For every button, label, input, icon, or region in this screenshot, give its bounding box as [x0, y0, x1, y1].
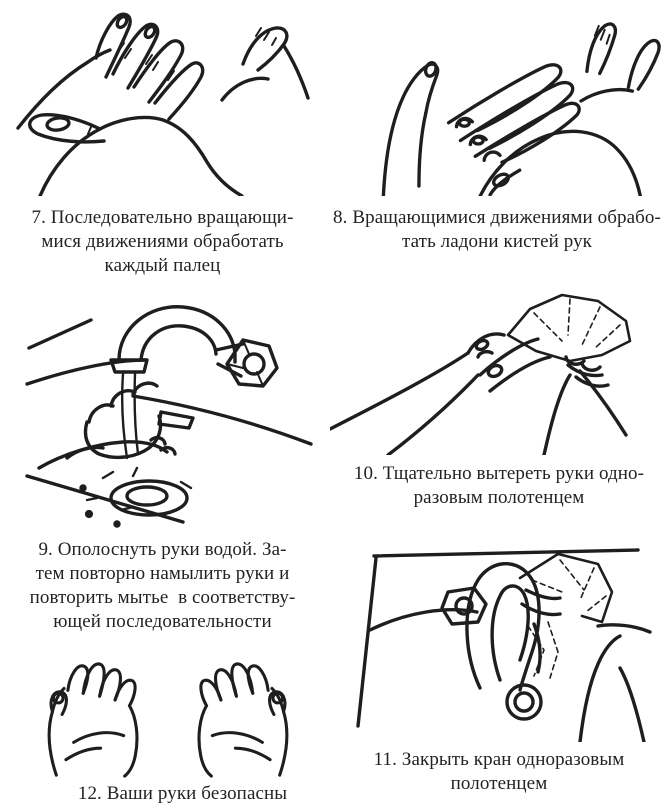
step8-caption: [330, 206, 664, 254]
step10-caption: [334, 462, 664, 510]
caption-line: 8. Вращающимися движениями обрабо-: [333, 207, 661, 228]
step8-figure: [332, 8, 662, 196]
finger-rotational-rub-illustration: [0, 0, 330, 196]
caption-line: тем повторно намылить руки и: [35, 563, 290, 584]
step12-figure: [18, 648, 318, 778]
step9-caption: [0, 538, 325, 634]
step11-caption: [334, 748, 664, 796]
step9-figure: [25, 292, 315, 532]
caption-line: 10. Тщательно вытереть руки одно-: [353, 463, 645, 484]
caption-line: 12. Ваши руки безопасны: [77, 783, 288, 804]
step7-figure: [0, 0, 330, 196]
step11-figure: [352, 530, 652, 742]
step10-figure: [330, 283, 664, 455]
step12-caption: [20, 782, 345, 806]
caption-line: 9. Ополоснуть руки водой. За-: [38, 539, 287, 560]
close-tap-with-towel-illustration: [352, 530, 652, 742]
caption-line: 11. Закрыть кран одноразовым: [373, 749, 625, 770]
caption-line: разовым полотенцем: [413, 487, 585, 508]
caption-line: повторить мытье в соответству-: [29, 587, 296, 608]
safe-hands-illustration: [18, 648, 318, 778]
caption-line: мися движениями обработать: [41, 231, 284, 252]
caption-line: тать ладони кистей рук: [401, 231, 593, 252]
step7-caption: [5, 206, 320, 278]
caption-line: ющей последовательности: [53, 611, 272, 632]
towel-dry-hands-illustration: [330, 283, 664, 455]
rinse-under-faucet-illustration: [25, 292, 315, 532]
caption-line: полотенцем: [450, 773, 548, 794]
caption-line: 7. Последовательно вращающи-: [31, 207, 294, 228]
palm-rub-illustration: [332, 8, 662, 196]
caption-line: каждый палец: [104, 255, 221, 276]
